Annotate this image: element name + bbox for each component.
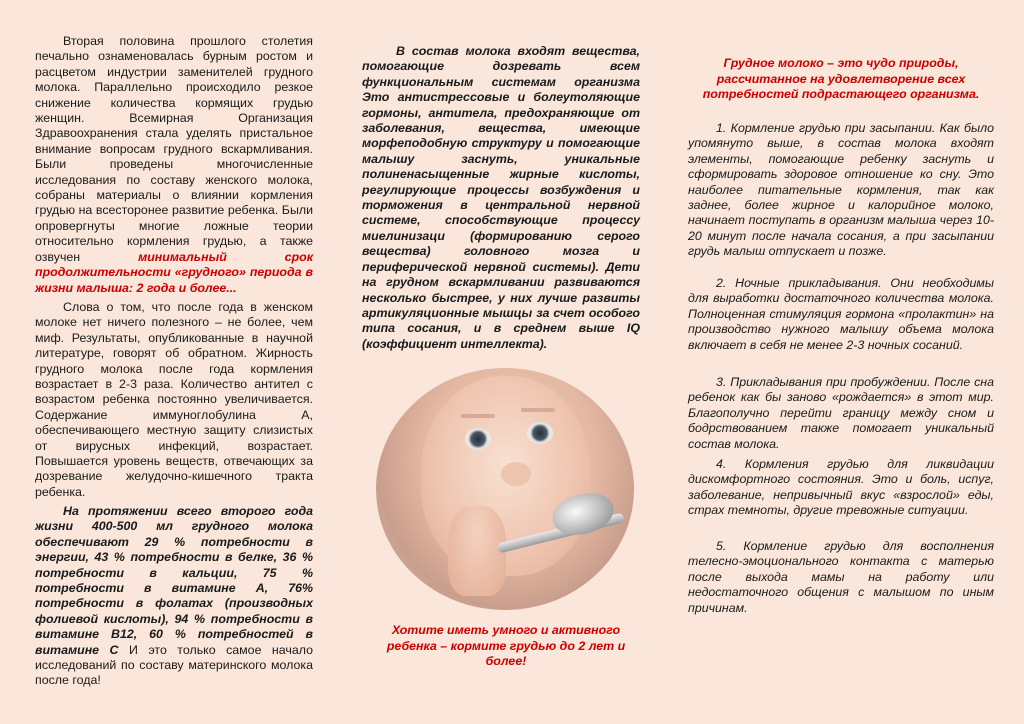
feeding-item: 3. Прикладывания при пробуждении. После сна ребенок как бы заново «рождается» в этот мир. Благополучно перейти границу между сном и бодрствованием также помогает уникальный состав молока. [688, 375, 994, 451]
baby-photo [376, 368, 634, 610]
paragraph-composition: В состав молока входят вещества, помогающие дозревать всем функциональным системам организма Это антистрессовые и болеутоляющие гормоны, антитела, предохраняющие от заболевания, вещества, имеющие морфеподобную структуру и помогающие малышу заснуть, уникальные полиненасыщенные жирные кислоты, регулирующие процессы возбуждения и торможения в центральной нервной системе, способствующие процессу миелинизаци (формированию серого вещества) головного мозга и периферической нервной системы). Дети на грудном вскармливании развиваются несколько быстрее, у них лучше развиты артикуляционные мышцы за счет особого типа сосания, и в среднем выше IQ (коэффициент интеллекта). [362, 44, 640, 351]
baby-hand-illustration [448, 506, 506, 596]
paragraph-history-text: Вторая половина прошлого столетия печально ознаменовалась бурным ростом и расцветом индустрии заменителей грудного молока. Параллельно происходило резкое снижение количества кормящих грудью женщин. Всемирная Организация Здравоохранения стала уделять пристальное внимание вопросам грудного вскармливания. Были проведены многочисленные исследования по составу женского молока, собраны материалы о влиянии кормления грудью на всесторонее развитие ребенка. Были опровергнуты многие ложные теории относительно кормления грудью, а также озвучен [35, 34, 313, 264]
paragraph-needs [35, 504, 313, 689]
feeding-item: 5. Кормление грудью для восполнения телесно-эмоционального контакта с матерью после выхода мамы на работу или недостаточного общения с малышом по иным причинам. [688, 539, 994, 615]
photo-caption: Хотите иметь умного и активного ребенка – кормите грудью до 2 лет и более! [386, 623, 626, 669]
feeding-item: 4. Кормления грудью для ликвидации дискомфортного состояния. Это и боль, испуг, заболевание, непривычный вкус «взрослой» еды, страх темноты, другие тревожные ситуации. [688, 457, 994, 518]
feeding-item: 2. Ночные прикладывания. Они необходимы для выработки достаточного количества молока. Полноценная стимуляция гормона «пролактин» на производство нужного малышу объема молока включает в себя не менее 2-3 ночных сосаний. [688, 276, 994, 352]
paragraph-myth: Слова о том, что после года в женском молоке нет ничего полезного – не более, чем миф. Результаты, опубликованные в научной литературе, говорят об обратном. Жирность грудного молока после года кормления возрастает в 2-3 раза. Количество антител с возрастом ребенка постоянно увеличивается. Содержание иммуноглобулина А, обеспечивающего местную защиту слизистых от вирусных инфекций, возрастает. Повышается уровень веществ, отвечающих за дозревание желудочно-кишечного тракта ребенка. [35, 300, 313, 499]
paragraph-history [35, 34, 313, 296]
needs-tail-text: И это только самое начало исследований по составу материнского молока после года! [35, 642, 313, 688]
heading-miracle: Грудное молоко – это чудо природы, рассчитанное на удовлетворение всех потребностей подрастающего организма. [702, 56, 980, 102]
needs-bold-text: На протяжении всего второго года жизни 400-500 мл грудного молока обеспечивают 29 % потребности в энергии, 43 % потребности в белке, 36 % потребности в кальции, 75 % потребности в витамине А, 76% потребности в фолатах (производных фолиевой кислоты), 94 % потребности в витамине В12, 60 % потребностей в витамине С [35, 504, 313, 657]
feeding-item: 1. Кормление грудью при засыпании. Как было упомянуто выше, в состав молока входят элементы, помогающие ребенку заснуть и сформировать здоровое отношение ко сну. Это наиболее питательные кормления, так как заднее, более жирное и калорийное молоко, начинает поступать в организм малыша через 10-20 минут после начала сосания, а при засыпании грудь малыш отпускает и позже. [688, 121, 994, 259]
highlight-min-duration: минимальный срок продолжительности «грудного» периода в жизни малыша: 2 года и более... [35, 249, 313, 295]
